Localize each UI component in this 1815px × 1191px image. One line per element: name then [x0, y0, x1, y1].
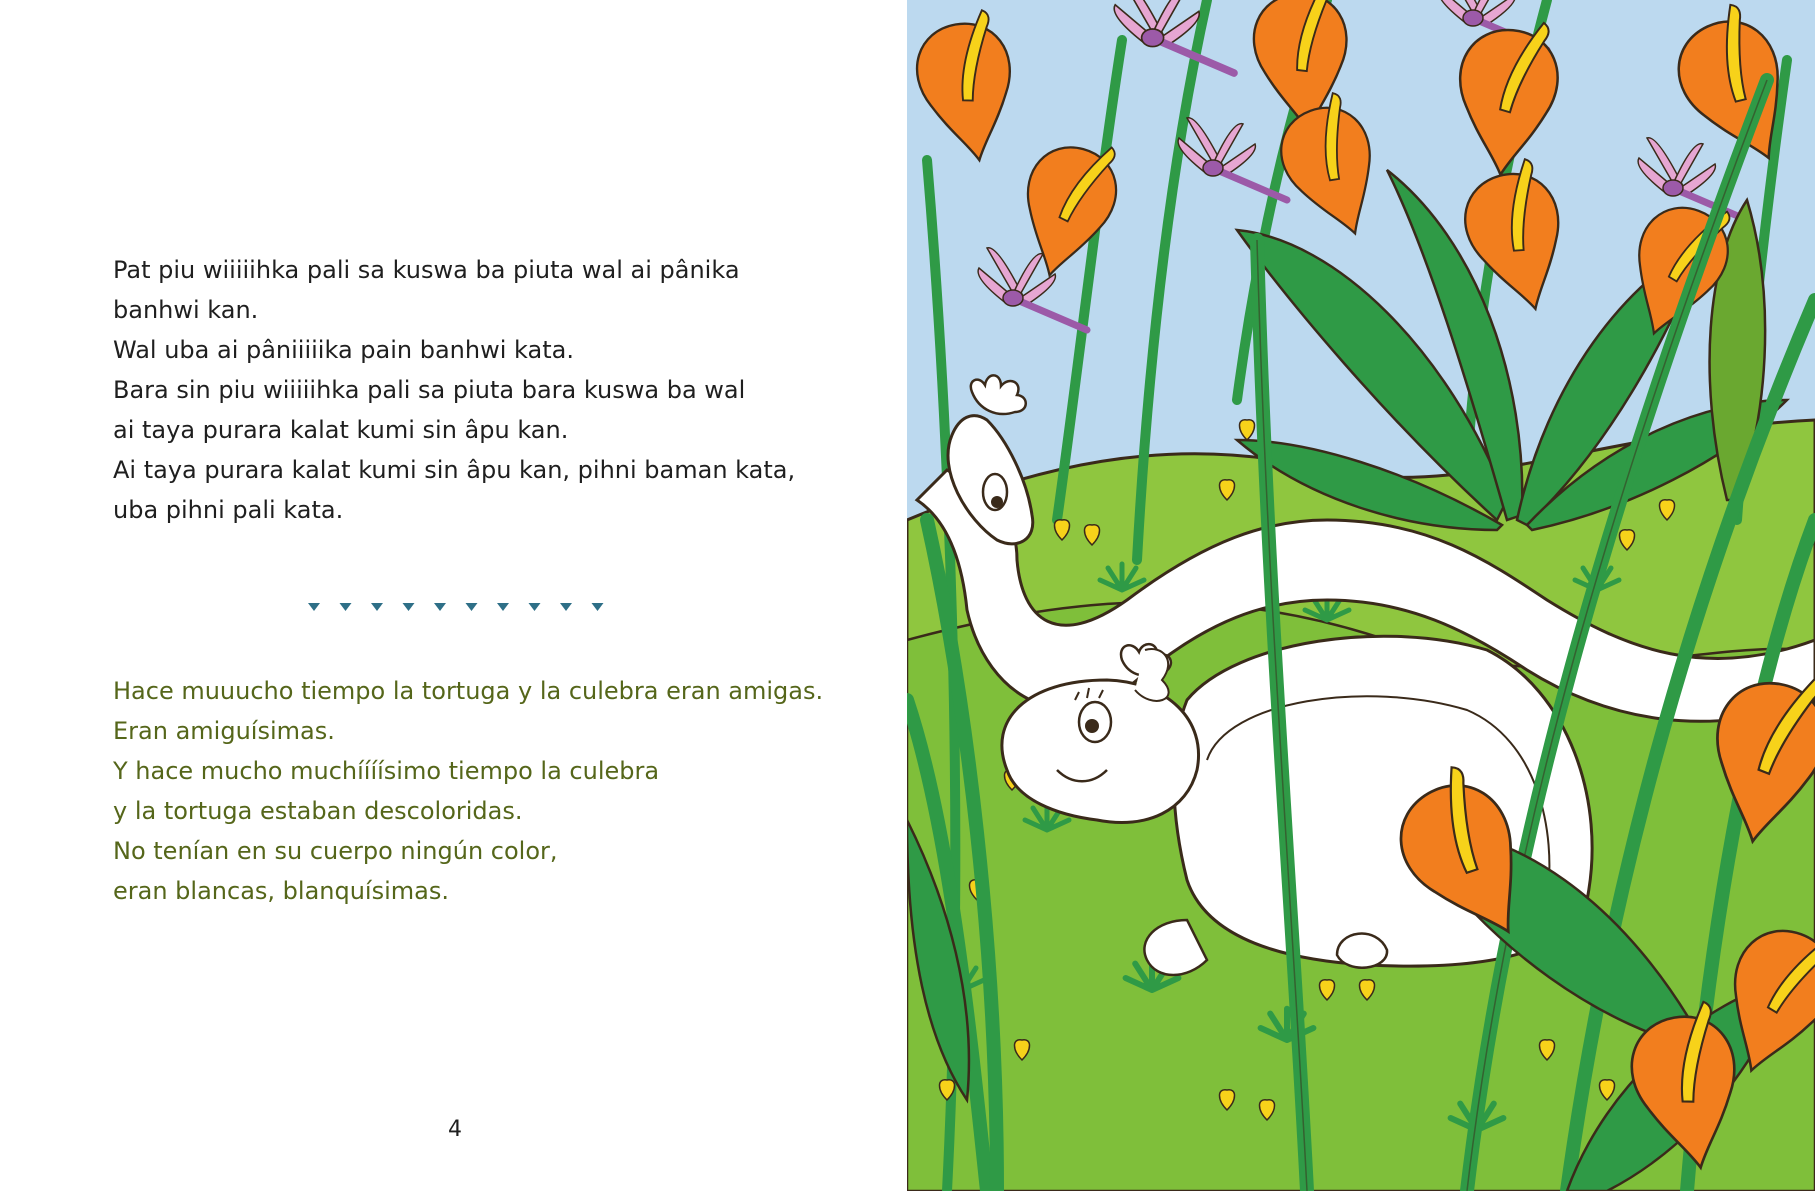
divider-marker: [466, 603, 478, 611]
illustration: [907, 0, 1815, 1191]
spanish-line: y la tortuga estaban descoloridas.: [113, 797, 523, 825]
miskito-line: Wal uba ai pâniiiiika pain banhwi kata.: [113, 336, 574, 364]
miskito-line: Bara sin piu wiiiiihka pali sa piuta bara kuswa ba wal: [113, 376, 746, 404]
spanish-line: Hace muuucho tiempo la tortuga y la culebra eran amigas.: [113, 677, 824, 705]
divider-marker: [340, 603, 352, 611]
text-page: [0, 0, 907, 1191]
divider-marker: [371, 603, 383, 611]
divider-marker: [403, 603, 415, 611]
spanish-line: Y hace mucho muchíííísimo tiempo la culebra: [113, 757, 660, 785]
divider-marker: [592, 603, 604, 611]
page-number: 4: [448, 1117, 462, 1142]
miskito-paragraph: [113, 250, 795, 530]
spanish-line: No tenían en su cuerpo ningún color,: [113, 837, 558, 865]
divider-marker: [434, 603, 446, 611]
divider-marker: [529, 603, 541, 611]
miskito-line: ai taya purara kalat kumi sin âpu kan.: [113, 416, 569, 444]
miskito-line: Ai taya purara kalat kumi sin âpu kan, pihni baman kata,: [113, 456, 796, 484]
spanish-line: Eran amiguísimas.: [113, 717, 335, 745]
illustration-page: [907, 0, 1815, 1191]
spanish-line: eran blancas, blanquísimas.: [113, 877, 449, 905]
miskito-line: banhwi kan.: [113, 296, 259, 324]
divider-marker: [308, 603, 320, 611]
miskito-line: uba pihni pali kata.: [113, 496, 344, 524]
divider-marker: [560, 603, 572, 611]
divider-marker: [497, 603, 509, 611]
section-divider: [308, 600, 608, 614]
miskito-line: Pat piu wiiiiihka pali sa kuswa ba piuta wal ai pânika: [113, 256, 740, 284]
spanish-paragraph: [113, 671, 823, 911]
turtle-leg: [1337, 934, 1387, 968]
